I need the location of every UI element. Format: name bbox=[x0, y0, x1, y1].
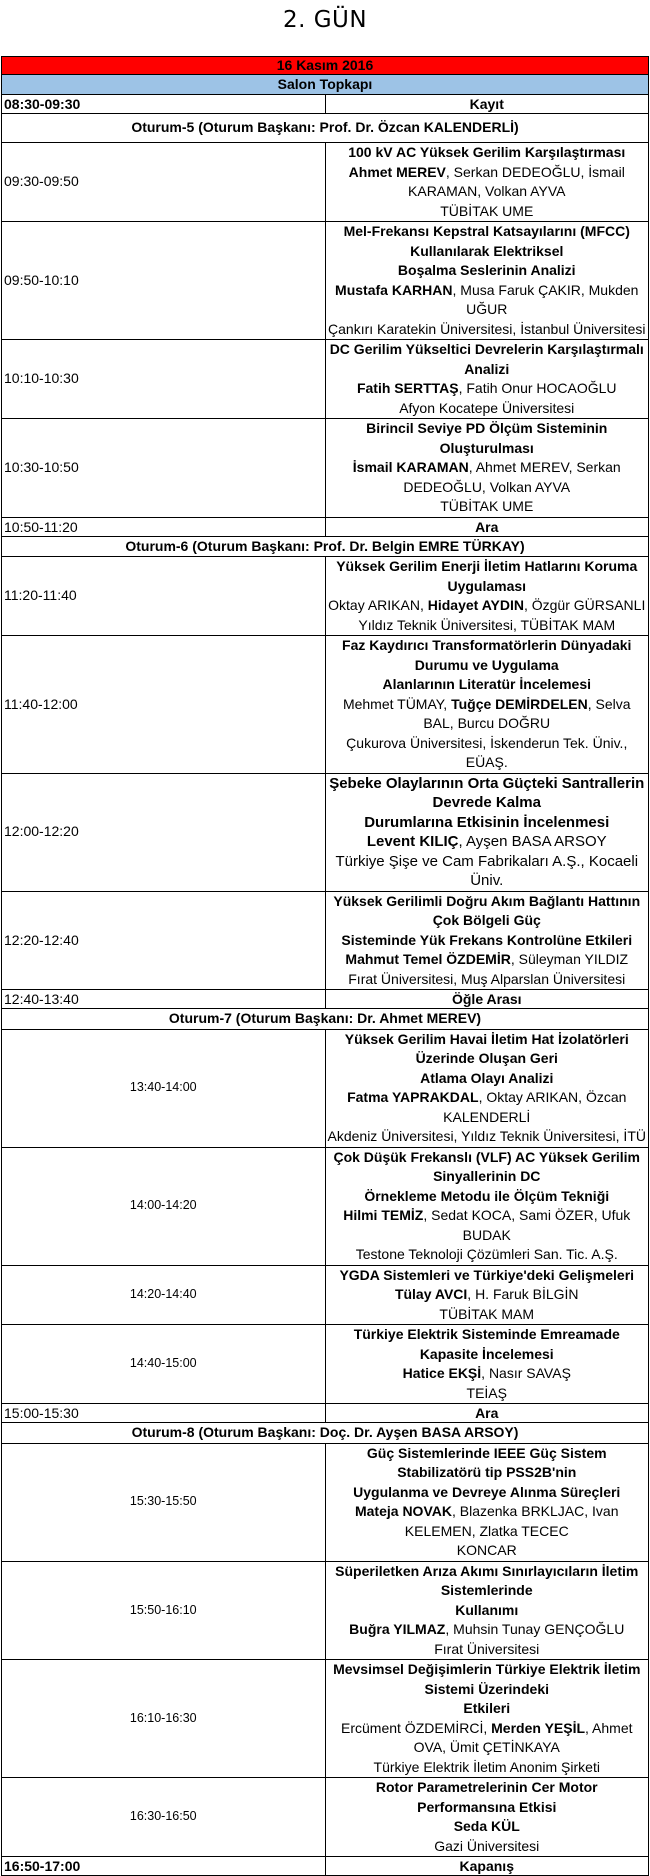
paper-authors bbox=[328, 1719, 647, 1758]
break-label: Ara bbox=[325, 517, 649, 536]
coauthors: , H. Faruk BİLGİN bbox=[467, 1286, 579, 1302]
session-row bbox=[2, 536, 649, 557]
time-cell: 15:30-15:50 bbox=[2, 1443, 326, 1561]
paper-title-cont: Uygulanma ve Devreye Alınma Süreçleri bbox=[353, 1483, 621, 1500]
presenter: Seda KÜL bbox=[453, 1818, 520, 1834]
paper-row bbox=[2, 1660, 649, 1778]
time-cell: 16:10-16:30 bbox=[2, 1660, 326, 1778]
break-label: Ara bbox=[325, 1404, 649, 1423]
paper-affiliation: Fırat Üniversitesi, Muş Alparslan Üniversitesi bbox=[348, 970, 626, 987]
paper-title: Mel-Frekansı Kepstral Katsayılarını (MFCC) Kullanılarak Elektriksel bbox=[343, 223, 630, 259]
paper-row bbox=[2, 1325, 649, 1404]
paper-title: Mevsimsel Değişimlerin Türkiye Elektrik İletim Sistemi Üzerindeki bbox=[333, 1661, 641, 1697]
paper-affiliation: Fırat Üniversitesi bbox=[434, 1640, 540, 1657]
coauthors: , Özgür GÜRSANLI bbox=[523, 597, 646, 613]
coauthors: , Ahmet OVA, Ümit ÇETİNKAYA bbox=[413, 1719, 633, 1755]
paper-authors bbox=[328, 379, 647, 399]
paper-authors bbox=[328, 832, 647, 852]
time-cell: 16:30-16:50 bbox=[2, 1778, 326, 1857]
paper-cell bbox=[325, 143, 649, 222]
paper-cell bbox=[325, 1029, 649, 1147]
time-cell: 10:30-10:50 bbox=[2, 419, 326, 518]
paper-authors bbox=[328, 950, 647, 970]
paper-affiliation: Türkiye Elektrik İletim Anonim Şirketi bbox=[373, 1758, 600, 1775]
presenter: Mustafa KARHAN bbox=[335, 281, 453, 298]
paper-row bbox=[2, 340, 649, 419]
presenter: Merden YEŞİL bbox=[491, 1719, 586, 1736]
paper-cell bbox=[325, 1443, 649, 1561]
hall-row bbox=[2, 75, 649, 95]
paper-affiliation: TÜBİTAK UME bbox=[440, 498, 534, 514]
paper-authors bbox=[328, 1206, 647, 1245]
paper-affiliation: Afyon Kocatepe Üniversitesi bbox=[399, 399, 575, 416]
paper-row bbox=[2, 773, 649, 891]
first-author: Oktay ARIKAN, bbox=[328, 597, 428, 613]
paper-authors bbox=[328, 1817, 647, 1837]
paper-title: Faz Kaydırıcı Transformatörlerin Dünyadaki Durumu ve Uygulama bbox=[342, 637, 632, 673]
first-author: Ercüment ÖZDEMİRCİ, bbox=[341, 1719, 492, 1736]
paper-cell bbox=[325, 419, 649, 518]
paper-affiliation: Türkiye Şişe ve Cam Fabrikaları A.Ş., Kocaeli Üniv. bbox=[335, 852, 639, 889]
paper-cell bbox=[325, 636, 649, 774]
paper-affiliation: Akdeniz Üniversitesi, Yıldız Teknik Üniversitesi, İTÜ bbox=[327, 1128, 646, 1144]
paper-row bbox=[2, 419, 649, 518]
coauthors: , Sedat KOCA, Sami ÖZER, Ufuk BUDAK bbox=[423, 1207, 631, 1243]
presenter: Levent KILIÇ bbox=[366, 833, 459, 850]
paper-row bbox=[2, 222, 649, 340]
session-header: Oturum-5 (Oturum Başkanı: Prof. Dr. Özcan KALENDERLİ) bbox=[2, 114, 649, 143]
paper-affiliation: KONCAR bbox=[456, 1542, 517, 1558]
paper-authors bbox=[328, 1502, 647, 1541]
coauthors: , Muhsin Tunay GENÇOĞLU bbox=[445, 1621, 625, 1637]
break-label: Kayıt bbox=[325, 95, 649, 114]
paper-title-cont: Alanlarının Literatür İncelemesi bbox=[382, 676, 591, 692]
paper-title-cont: Örnekleme Metodu ile Ölçüm Tekniği bbox=[364, 1187, 610, 1204]
paper-title: Türkiye Elektrik Sisteminde Emreamade Kapasite İncelemesi bbox=[353, 1326, 620, 1362]
break-row bbox=[2, 517, 649, 536]
paper-row bbox=[2, 636, 649, 774]
presenter: Hilmi TEMİZ bbox=[343, 1207, 424, 1223]
paper-title: YGDA Sistemleri ve Türkiye'deki Gelişmeleri bbox=[339, 1266, 635, 1283]
paper-affiliation: Çukurova Üniversitesi, İskenderun Tek. Üniv., EÜAŞ. bbox=[346, 734, 628, 770]
time-cell: 10:10-10:30 bbox=[2, 340, 326, 419]
paper-title: DC Gerilim Yükseltici Devrelerin Karşılaştırmalı Analizi bbox=[329, 341, 644, 377]
break-label: Kapanış bbox=[325, 1857, 649, 1876]
paper-cell bbox=[325, 1265, 649, 1325]
break-label: Öğle Arası bbox=[325, 990, 649, 1009]
paper-row bbox=[2, 1147, 649, 1265]
coauthors: , Fatih Onur HOCAOĞLU bbox=[458, 380, 617, 396]
time-cell: 11:20-11:40 bbox=[2, 557, 326, 636]
paper-title-cont: Kullanımı bbox=[455, 1601, 519, 1618]
paper-title-cont: Etkileri bbox=[463, 1700, 511, 1716]
time-cell: 10:50-11:20 bbox=[2, 517, 326, 536]
paper-affiliation: TEİAŞ bbox=[466, 1384, 507, 1401]
time-cell: 15:00-15:30 bbox=[2, 1404, 326, 1423]
presenter: Hidayet AYDIN bbox=[427, 597, 524, 613]
time-cell: 12:40-13:40 bbox=[2, 990, 326, 1009]
coauthors: , Blazenka BRKLJAC, Ivan KELEMEN, Zlatka TECEC bbox=[404, 1503, 619, 1539]
date-row bbox=[2, 57, 649, 75]
paper-authors bbox=[328, 1620, 647, 1640]
session-header: Oturum-8 (Oturum Başkanı: Doç. Dr. Ayşen BASA ARSOY) bbox=[2, 1423, 649, 1444]
paper-row bbox=[2, 1029, 649, 1147]
paper-cell bbox=[325, 222, 649, 340]
paper-row bbox=[2, 1265, 649, 1325]
paper-cell bbox=[325, 773, 649, 891]
paper-authors bbox=[328, 281, 647, 320]
session-row bbox=[2, 1009, 649, 1030]
session-row bbox=[2, 1423, 649, 1444]
date-cell: 16 Kasım 2016 bbox=[2, 57, 649, 75]
paper-row bbox=[2, 143, 649, 222]
paper-title: Süperiletken Arıza Akımı Sınırlayıcıların İletim Sistemlerinde bbox=[335, 1562, 639, 1598]
paper-cell bbox=[325, 1778, 649, 1857]
time-cell: 16:50-17:00 bbox=[2, 1857, 326, 1876]
coauthors: , Süleyman YILDIZ bbox=[510, 951, 629, 967]
paper-row bbox=[2, 1443, 649, 1561]
time-cell: 11:40-12:00 bbox=[2, 636, 326, 774]
presenter: Fatma YAPRAKDAL bbox=[347, 1089, 479, 1105]
program-table bbox=[1, 56, 649, 1876]
paper-affiliation: TÜBİTAK UME bbox=[440, 202, 534, 219]
paper-cell bbox=[325, 1660, 649, 1778]
coauthors: , Selva BAL, Burcu DOĞRU bbox=[423, 695, 631, 731]
time-cell: 12:00-12:20 bbox=[2, 773, 326, 891]
paper-row bbox=[2, 1561, 649, 1660]
hall-cell: Salon Topkapı bbox=[2, 75, 649, 95]
paper-title-cont: Boşalma Seslerinin Analizi bbox=[397, 262, 576, 278]
break-row bbox=[2, 990, 649, 1009]
paper-authors bbox=[328, 596, 647, 616]
paper-title-cont: Atlama Olayı Analizi bbox=[420, 1069, 554, 1086]
presenter: Mahmut Temel ÖZDEMİR bbox=[345, 951, 511, 967]
coauthors: , Ahmet MEREV, Serkan DEDEOĞLU, Volkan AYVA bbox=[403, 459, 621, 495]
time-cell: 09:50-10:10 bbox=[2, 222, 326, 340]
presenter: İsmail KARAMAN bbox=[352, 459, 469, 475]
time-cell: 09:30-09:50 bbox=[2, 143, 326, 222]
time-cell: 15:50-16:10 bbox=[2, 1561, 326, 1660]
paper-affiliation: Yıldız Teknik Üniversitesi, TÜBİTAK MAM bbox=[358, 616, 616, 633]
paper-authors bbox=[328, 1088, 647, 1127]
paper-cell bbox=[325, 891, 649, 990]
paper-row bbox=[2, 1778, 649, 1857]
presenter: Fatih SERTTAŞ bbox=[356, 380, 459, 396]
paper-title: Yüksek Gerilimli Doğru Akım Bağlantı Hattının Çok Bölgeli Güç bbox=[333, 892, 641, 928]
paper-title: Birincil Seviye PD Ölçüm Sisteminin Oluşturulması bbox=[366, 420, 608, 456]
time-cell: 12:20-12:40 bbox=[2, 891, 326, 990]
paper-authors bbox=[328, 1285, 647, 1305]
paper-cell bbox=[325, 340, 649, 419]
paper-title: Güç Sistemlerinde IEEE Güç Sistem Stabilizatörü tip PSS2B'nin bbox=[366, 1444, 607, 1480]
coauthors: , Serkan DEDEOĞLU, İsmail KARAMAN, Volkan AYVA bbox=[408, 163, 625, 199]
paper-cell bbox=[325, 1147, 649, 1265]
paper-title: Çok Düşük Frekanslı (VLF) AC Yüksek Gerilim Sinyallerinin DC bbox=[333, 1148, 641, 1184]
paper-authors bbox=[328, 163, 647, 202]
presenter: Hatice EKŞİ bbox=[402, 1365, 482, 1381]
time-cell: 14:00-14:20 bbox=[2, 1147, 326, 1265]
break-row bbox=[2, 95, 649, 114]
paper-row bbox=[2, 891, 649, 990]
paper-authors bbox=[328, 695, 647, 734]
session-header: Oturum-7 (Oturum Başkanı: Dr. Ahmet MEREV) bbox=[2, 1009, 649, 1030]
paper-cell bbox=[325, 1561, 649, 1660]
paper-authors bbox=[328, 458, 647, 497]
presenter: Tuğçe DEMİRDELEN bbox=[451, 695, 588, 712]
session-row bbox=[2, 114, 649, 143]
break-row bbox=[2, 1857, 649, 1876]
presenter: Buğra YILMAZ bbox=[349, 1621, 446, 1637]
paper-affiliation: Testone Teknoloji Çözümleri San. Tic. A.Ş. bbox=[355, 1246, 618, 1262]
session-header: Oturum-6 (Oturum Başkanı: Prof. Dr. Belgin EMRE TÜRKAY) bbox=[2, 536, 649, 557]
time-cell: 14:40-15:00 bbox=[2, 1325, 326, 1404]
paper-affiliation: TÜBİTAK MAM bbox=[439, 1305, 535, 1322]
coauthors: , Ayşen BASA ARSOY bbox=[458, 833, 607, 850]
presenter: Mateja NOVAK bbox=[354, 1503, 452, 1519]
presenter: Tülay AVCI bbox=[394, 1286, 468, 1302]
paper-title-cont: Sisteminde Yük Frekans Kontrolüne Etkileri bbox=[341, 931, 633, 948]
coauthors: , Nasır SAVAŞ bbox=[481, 1365, 571, 1381]
break-row bbox=[2, 1404, 649, 1423]
paper-row bbox=[2, 557, 649, 636]
presenter: Ahmet MEREV bbox=[348, 163, 446, 180]
paper-cell bbox=[325, 1325, 649, 1404]
paper-title: Yüksek Gerilim Enerji İletim Hatlarını Koruma Uygulaması bbox=[336, 558, 638, 594]
coauthors: , Oktay ARIKAN, Özcan KALENDERLİ bbox=[443, 1089, 627, 1125]
first-author: Mehmet TÜMAY, bbox=[342, 695, 452, 712]
time-cell: 14:20-14:40 bbox=[2, 1265, 326, 1325]
paper-authors bbox=[328, 1364, 647, 1384]
paper-affiliation: Çankırı Karatekin Üniversitesi, İstanbul Üniversitesi bbox=[328, 320, 646, 337]
coauthors: , Musa Faruk ÇAKIR, Mukden UĞUR bbox=[452, 281, 639, 317]
paper-title: 100 kV AC Yüksek Gerilim Karşılaştırması bbox=[348, 144, 626, 160]
paper-title-cont: Durumlarına Etkisinin İncelenmesi bbox=[364, 813, 610, 831]
day-title: 2. GÜN bbox=[282, 7, 368, 33]
paper-cell bbox=[325, 557, 649, 636]
paper-affiliation: Gazi Üniversitesi bbox=[434, 1837, 540, 1854]
paper-title: Rotor Parametrelerinin Cer Motor Performansına Etkisi bbox=[375, 1779, 598, 1815]
time-cell: 08:30-09:30 bbox=[2, 95, 326, 114]
paper-title: Şebeke Olaylarının Orta Güçteki Santrallerin Devrede Kalma bbox=[329, 774, 645, 811]
time-cell: 13:40-14:00 bbox=[2, 1029, 326, 1147]
paper-title: Yüksek Gerilim Havai İletim Hat İzolatörleri Üzerinde Oluşan Geri bbox=[344, 1030, 629, 1066]
